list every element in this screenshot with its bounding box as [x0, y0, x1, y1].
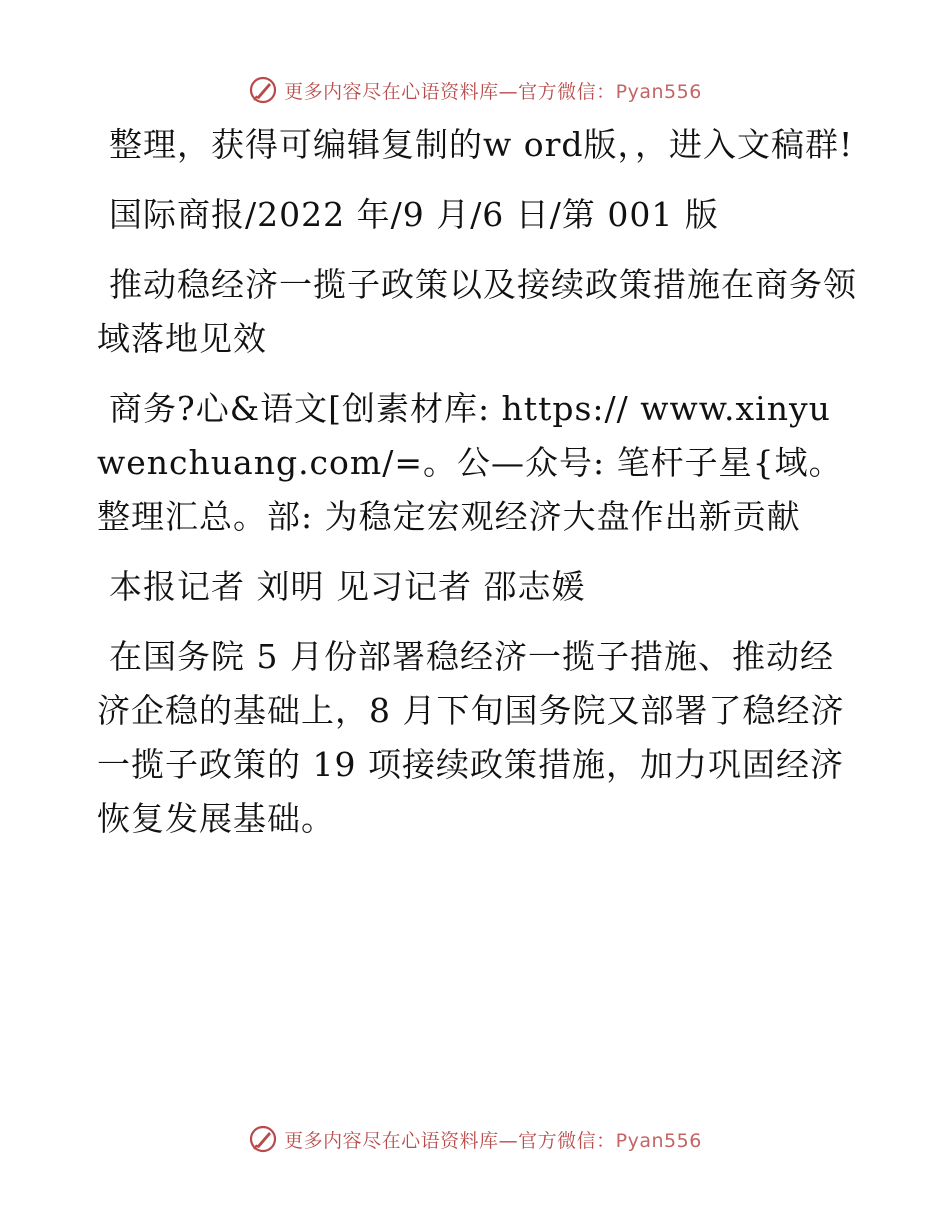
paragraph-subhead: 商务?心&语文[创素材库: https:// www.xinyuwenchuang.com/=。公—众号: 笔杆子星{域。整理汇总。部: 为稳定宏观经济大盘作出新贡献: [97, 389, 843, 536]
header-watermark: [0, 70, 950, 110]
paragraph-source: 国际商报/2022 年/9 月/6 日/第 001 版: [109, 195, 719, 234]
wechat-handle: Pyan556: [615, 80, 702, 103]
paragraph-body: 在国务院 5 月份部署稳经济一揽子措施、推动经济企稳的基础上，8 月下旬国务院又部署了稳经济一揽子政策的 19 项接续政策措施，加力巩固经济恢复发展基础。: [97, 637, 845, 838]
watermark-text: [284, 77, 702, 104]
feather-pen-circle-icon: [248, 1124, 278, 1154]
paragraph-headline: 推动稳经济一揽子政策以及接续政策措施在商务领域落地见效: [97, 265, 857, 358]
watermark-label: 更多内容尽在心语资料库—官方微信：: [284, 80, 616, 103]
wechat-handle: Pyan556: [615, 1129, 702, 1152]
document-body: [97, 118, 857, 862]
paragraph-intro: 整理，获得可编辑复制的w ord版，，进入文稿群!: [109, 125, 854, 164]
footer-watermark: [0, 1119, 950, 1159]
feather-pen-circle-icon: [248, 75, 278, 105]
watermark-label: 更多内容尽在心语资料库—官方微信：: [284, 1129, 616, 1152]
paragraph-byline: 本报记者 刘明 见习记者 邵志媛: [109, 567, 586, 606]
watermark-text: [284, 1126, 702, 1153]
